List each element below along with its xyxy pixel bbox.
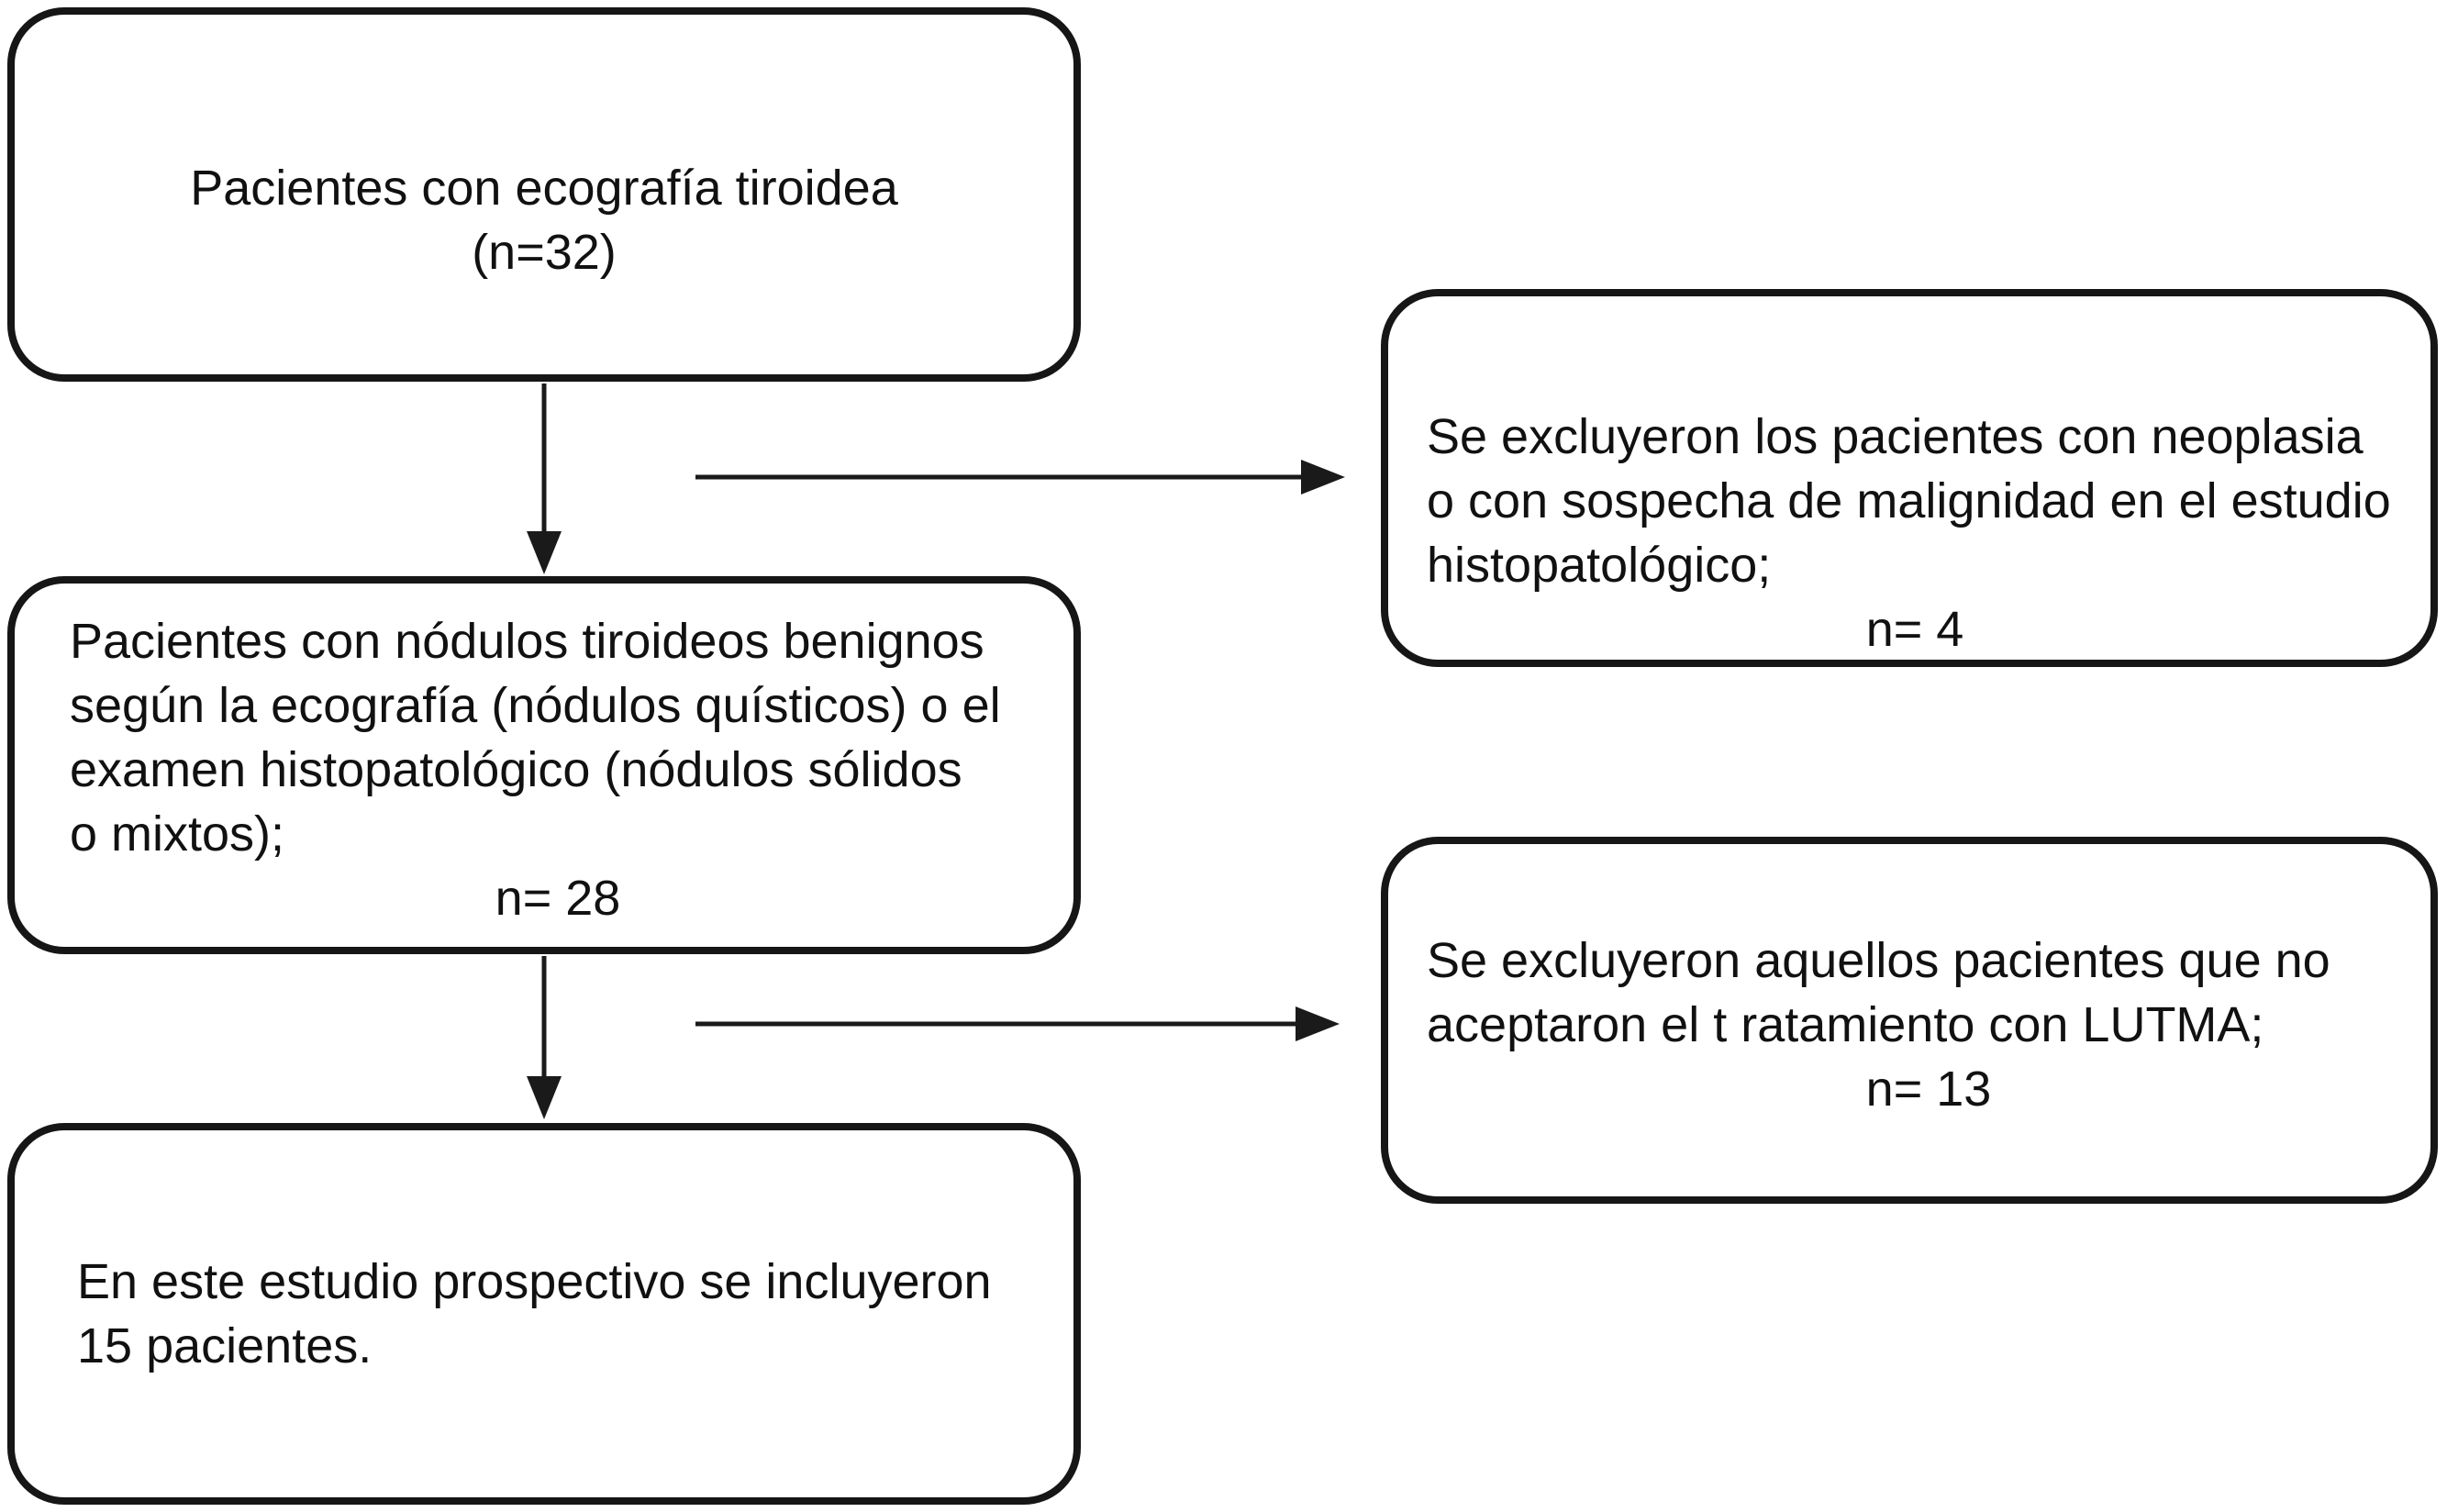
box-excluded-refused-treatment xyxy=(1381,837,2438,1204)
box-excluded-malignancy-text-line: o con sospecha de malignidad en el estudio xyxy=(1427,473,2391,528)
arrow-right-excluded-malignancy xyxy=(695,460,1345,495)
arrow-right-excluded-refused xyxy=(695,1006,1340,1041)
box-benign-count: n= 28 xyxy=(495,871,621,926)
box-excluded-malignancy-text-line: histopatológico; xyxy=(1427,538,1772,593)
box-excluded-malignancy-count: n= 4 xyxy=(1865,602,1964,657)
box-screened-patients xyxy=(7,7,1081,382)
box-included-patients xyxy=(7,1123,1081,1505)
arrow-down-benign-to-included xyxy=(527,956,562,1119)
box-screened-text: Pacientes con ecografía tiroidea xyxy=(190,160,898,216)
box-benign-text-line: Pacientes con nódulos tiroideos benignos xyxy=(70,614,984,669)
arrow-down-screened-to-benign xyxy=(527,384,562,574)
box-excluded-malignancy-text-line: Se excluyeron los pacientes con neoplasia xyxy=(1427,409,2364,464)
box-benign-nodules xyxy=(7,576,1081,954)
box-excluded-malignancy xyxy=(1381,289,2438,667)
box-excluded-refused-text-line: Se excluyeron aquellos pacientes que no xyxy=(1427,933,2330,988)
box-included-text-line: En este estudio prospectivo se incluyeron xyxy=(77,1254,992,1309)
box-benign-text-line: según la ecografía (nódulos quísticos) o el xyxy=(70,678,1001,733)
box-benign-text-line: o mixtos); xyxy=(70,806,285,862)
box-excluded-refused-count: n= 13 xyxy=(1865,1062,1992,1117)
box-included-text-line: 15 pacientes. xyxy=(77,1318,373,1373)
box-screened-count: (n=32) xyxy=(472,224,617,280)
box-excluded-refused-text-line: aceptaron el t ratamiento con LUTMA; xyxy=(1427,997,2264,1052)
box-benign-text-line: examen histopatológico (nódulos sólidos xyxy=(70,742,962,797)
